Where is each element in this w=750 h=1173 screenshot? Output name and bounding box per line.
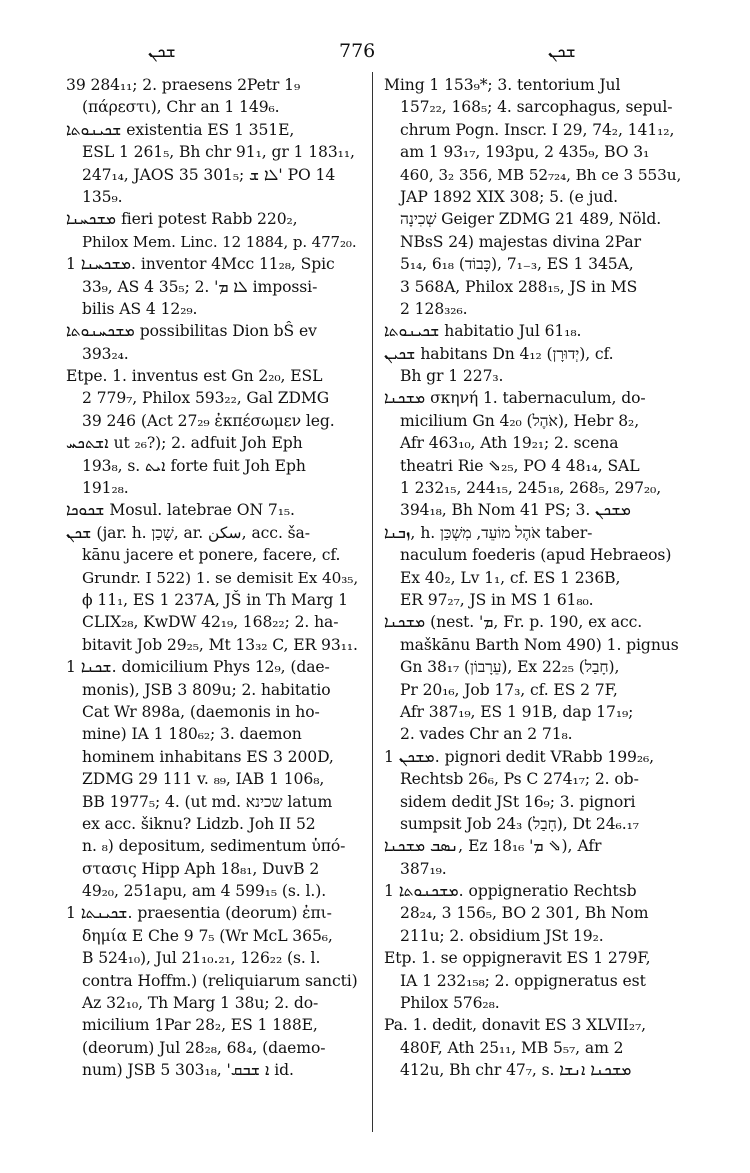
text-line: ܡܫܟܢܐ σκηνή 1. tabernaculum, do-: [384, 389, 646, 408]
text-line: ܡܫܟܢܐ (nest. 'ܡ, Fr. p. 190, ex acc.: [384, 613, 643, 632]
text-line: ER 97₂₇, JS in MS 1 61₈₀.: [400, 590, 594, 609]
text-line: Cat Wr 898a, (daemonis in ho-: [82, 702, 320, 721]
text-line: hominem inhabitans ES 3 200D,: [82, 747, 334, 766]
text-line: ZDMG 29 111 v. ₈₉, IAB 1 106₈,: [82, 770, 325, 789]
text-line: Ming 1 153₉*; 3. tentorium Jul: [384, 76, 621, 94]
text-line: monis), JSB 3 809u; 2. habitatio: [82, 680, 331, 699]
text-line: 135₉.: [82, 187, 123, 206]
text-line: ܫܟܢ (jar. h. שָׁכַן, ar. سكن, acc. ša-: [66, 523, 310, 542]
text-line: 247₁₄, JAOS 35 301₅; ܠܐ ܫ' PO 14: [82, 165, 336, 184]
text-line: 49₂₀, 251apu, am 4 599₁₅ (s. l.).: [82, 882, 327, 901]
text-line: Rechtsb 26₆, Ps C 274₁₇; 2. ob-: [400, 770, 639, 789]
text-line: bilis AS 4 12₂₉.: [82, 299, 198, 318]
text-line: 157₂₂, 168₅; 4. sarcophagus, sepul-: [400, 98, 673, 117]
text-line: 28₂₄, 3 156₅, BO 2 301, Bh Nom: [400, 904, 649, 923]
header-right-catchword: ܫܟܢ: [548, 42, 576, 62]
text-line: 1 232₁₅, 244₁₅, 245₁₈, 268₅, 297₂₀,: [400, 479, 662, 498]
text-line: Philox 576₂₈.: [400, 994, 500, 1013]
text-line: 33₉, AS 4 35₅; 2. 'ܠܐ ܡ impossi-: [82, 277, 318, 296]
text-line: 2 128₃₂₆.: [400, 299, 468, 318]
text-line: kānu jacere et ponere, facere, cf.: [82, 546, 341, 565]
text-line: ܫܟܝܢܘܬܐ existentia ES 1 351E,: [66, 120, 295, 139]
text-line: naculum foederis (apud Hebraeos): [400, 546, 672, 565]
left-column: [66, 74, 360, 1082]
text-line: ܡܫܟܚܢܐ fieri potest Rabb 220₂,: [66, 210, 298, 229]
text-line: ESL 1 261₅, Bh chr 91₁, gr 1 183₁₁,: [82, 143, 355, 162]
text-line: 39 284₁₁; 2. praesens 2Petr 1₉: [66, 76, 301, 94]
text-line: chrum Pogn. Inscr. I 29, 74₂, 141₁₂,: [400, 120, 675, 139]
text-line: theatri Rie ⇘₂₅, PO 4 48₁₄, SAL: [400, 456, 640, 475]
text-line: ϕ 11₁, ES 1 237A, JŠ in Th Marg 1: [82, 590, 348, 609]
text-line: sumpsit Job 24₃ (חָבַל), Dt 24₆.₁₇: [400, 814, 639, 833]
text-line: Afr 387₁₉, ES 1 91B, dap 17₁₉;: [400, 702, 634, 721]
text-line: ܫܟܝܢܬܐ 1. praesentia (deorum) ἐπι-: [66, 904, 332, 923]
text-line: ܡܫܟܚܢܐ 1. inventor 4Mcc 11₂₈, Spic: [66, 255, 335, 274]
text-line: ܡܫܟܢܘܬܐ 1. oppigneratio Rechtsb: [384, 882, 637, 901]
text-line: ܢܣܒ ܡܫܟܢܐ, Ez 18₁₆ 'ܡ ⇘), Afr: [384, 837, 602, 856]
text-line: n. ₈) depositum, sedimentum ὑπό-: [82, 837, 346, 856]
text-line: mine) IA 1 180₆₂; 3. daemon: [82, 725, 302, 744]
text-line: ܫܟܘܟܐ Mosul. latebrae ON 7₁₅.: [66, 501, 295, 520]
text-line: 5₁₄, 6₁₈ (כָּבוֹד), 7₁₋₃, ES 1 345A,: [400, 255, 634, 274]
text-line: micilium 1Par 28₂, ES 1 188E,: [82, 1016, 318, 1035]
text-line: 393₂₄.: [82, 344, 129, 363]
text-line: δημία E Che 9 7₅ (Wr McL 365₆,: [82, 926, 333, 945]
text-line: στασις Hipp Aph 18₈₁, DuvB 2: [82, 859, 320, 878]
column-divider: [372, 72, 373, 1132]
text-line: ܡܫܟܚܢܘܬܐ possibilitas Dion bŜ ev: [66, 322, 317, 341]
text-line: שְׁכִינָה Geiger ZDMG 21 489, Nöld.: [400, 210, 662, 229]
text-line: 39 246 (Act 27₂₉ ἐκπέσωμεν leg.: [82, 411, 335, 430]
text-line: Bh gr 1 227₃.: [400, 367, 504, 386]
text-line: 460, 3₂ 356, MB 52₇₂₄, Bh ce 3 553u,: [400, 165, 682, 184]
text-line: CLIX₂₈, KwDW 42₁₉, 168₂₂; 2. ha-: [82, 613, 339, 632]
text-line: ܫܟܢܐ 1. domicilium Phys 12₉, (dae-: [66, 658, 330, 677]
text-line: 211u; 2. obsidium JSt 19₂.: [400, 926, 604, 945]
text-line: 191₂₈.: [82, 479, 129, 498]
text-line: maškānu Barth Nom 490) 1. pignus: [400, 635, 679, 654]
text-line: Philox Mem. Linc. 12 1884, p. 477₂₀.: [82, 232, 357, 251]
text-line: ܫܟܝܢ habitans Dn 4₁₂ (יְדוּרָן), cf.: [384, 344, 614, 363]
text-line: Etpe. 1. inventus est Gn 2₂₀, ESL: [66, 367, 323, 386]
text-line: NBsS 24) majestas divina 2Par: [400, 232, 641, 251]
text-line: 394₁₈, Bh Nom 41 PS; 3. ܡܫܟܢ: [400, 501, 631, 520]
text-line: Afr 463₁₀, Ath 19₂₁; 2. scena: [400, 434, 619, 453]
text-line: ܙܒܢܐ, h. אֹהֶל מוֹעֵד, מִשְׁכַּן taber-: [384, 523, 593, 542]
text-line: ܐܫܬܟܚ ut ₂₆?); 2. adfuit Joh Eph: [66, 434, 303, 453]
text-line: ex acc. šiknu? Lidzb. Joh II 52: [82, 814, 316, 833]
page-number: 776: [339, 40, 376, 62]
text-line: IA 1 232₁₅₈; 2. oppigneratus est: [400, 971, 646, 990]
text-line: Ex 40₂, Lv 1₁, cf. ES 1 236B,: [400, 568, 621, 587]
text-line: B 524₁₀), Jul 21₁₀.₂₁, 126₂₂ (s. l.: [82, 949, 321, 968]
text-line: Gn 38₁₇ (עֵרָבוֹן), Ex 22₂₅ (חָבַל),: [400, 658, 620, 677]
text-line: micilium Gn 4₂₀ (אֹהֶל), Hebr 8₂,: [400, 411, 640, 430]
text-line: (πάρεστι), Chr an 1 149₆.: [82, 98, 280, 117]
text-line: num) JSB 5 303₁₈, 'ܐ ܫܒܩ id.: [82, 1061, 294, 1080]
text-line: Pa. 1. dedit, donavit ES 3 XLVII₂₇,: [384, 1016, 646, 1035]
page-header: [0, 36, 750, 66]
text-line: 3 568A, Philox 288₁₅, JS in MS: [400, 277, 638, 296]
text-line: Az 32₁₀, Th Marg 1 38u; 2. do-: [82, 994, 319, 1013]
text-line: 412u, Bh chr 47₇, s. ܡܫܟܢܐ ܐܢܫܐ: [400, 1061, 632, 1080]
text-line: JAP 1892 XIX 308; 5. (e jud.: [400, 187, 619, 206]
right-column: [384, 74, 684, 1082]
text-line: sidem dedit JSt 16₉; 3. pignori: [400, 792, 636, 811]
text-line: contra Hoffm.) (reliquiarum sancti): [82, 971, 358, 990]
text-line: (deorum) Jul 28₂₈, 68₄, (daemo-: [82, 1038, 326, 1057]
text-line: am 1 93₁₇, 193pu, 2 435₉, BO 3₁: [400, 143, 650, 162]
text-line: BB 1977₅; 4. (ut md. שכינא latum: [82, 792, 333, 811]
text-line: Pr 20₁₆, Job 17₃, cf. ES 2 7F,: [400, 680, 618, 699]
text-line: Etp. 1. se oppigneravit ES 1 279F,: [384, 949, 651, 968]
text-line: bitavit Job 29₂₅, Mt 13₃₂ C, ER 93₁₁.: [82, 635, 358, 654]
text-line: 2 779₇, Philox 593₂₂, Gal ZDMG: [82, 389, 330, 408]
text-line: 2. vades Chr an 2 71₈.: [400, 725, 573, 744]
text-line: 193₈, s. ܐܝܬ forte fuit Joh Eph: [82, 456, 306, 475]
text-line: 387₁₉.: [400, 859, 447, 878]
text-line: ܡܫܟܢ 1. pignori dedit VRabb 199₂₆,: [384, 747, 655, 766]
header-left-catchword: ܫܟܢ: [148, 42, 176, 62]
text-line: 480F, Ath 25₁₁, MB 5₅₇, am 2: [400, 1038, 624, 1057]
text-line: Grundr. I 522) 1. se demisit Ex 40₃₅,: [82, 568, 359, 587]
text-line: ܫܟܝܢܘܬܐ habitatio Jul 61₁₈.: [384, 322, 582, 341]
